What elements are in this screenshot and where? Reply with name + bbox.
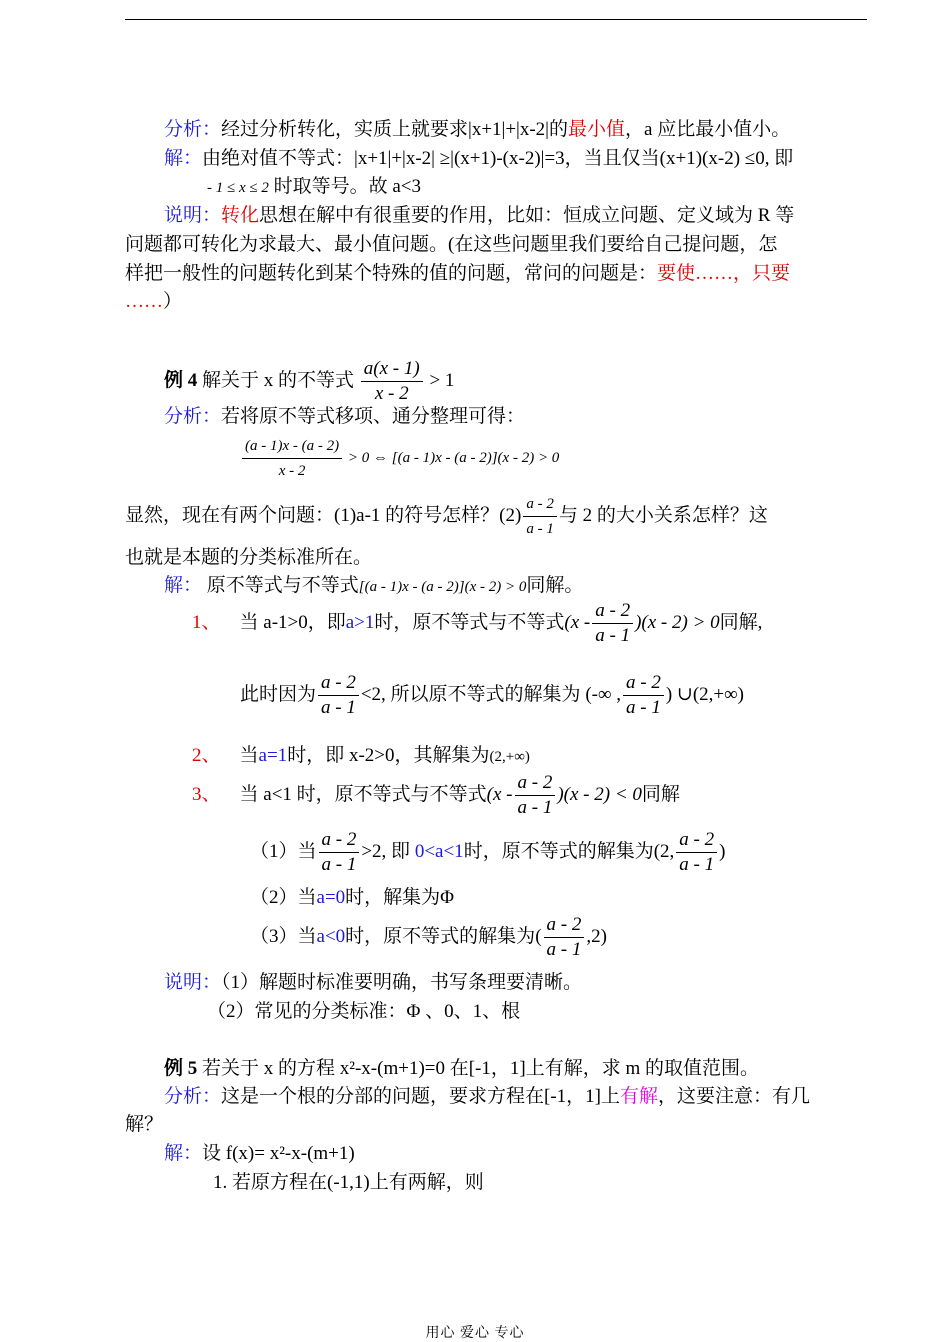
- note-label: 说明：: [164, 205, 222, 226]
- solution-label: 解：: [164, 575, 203, 596]
- solution-label: 解：: [164, 1143, 203, 1164]
- example4-questions-2: 也就是本题的分类标准所在。: [125, 547, 373, 568]
- fraction: $\frac{a - 2}{a - 1}$: [592, 600, 633, 647]
- fraction: $\frac{a(x - 1)}{x - 2}$: [361, 358, 423, 405]
- case-3-sub-1: （1）当 $\frac{a - 2}{a - 1}$ >2, 即 0<a<1时，原不等式的解集为(2, $\frac{a - 2}{a - 1}$ ): [250, 829, 726, 875]
- fraction: $\frac{a - 2}{a - 1}$: [319, 829, 360, 876]
- header-rule: [125, 19, 867, 20]
- analysis-label: 分析：: [164, 1086, 222, 1107]
- example4-equivalence: $\frac{(a - 1)x - (a - 2)}{x - 2}$ > 0 ⇔ [(a - 1)x - (a - 2)](x - 2) > 0: [240, 435, 559, 482]
- note-line-2: 问题都可转化为求最大、最小值问题。(在这些问题里我们要给自己提问题，怎: [125, 234, 778, 255]
- example5-statement: 例 5 若关于 x 的方程 x²-x-(m+1)=0 在[-1，1]上有解，求 m 的取值范围。: [164, 1058, 759, 1079]
- fraction: $\frac{(a - 1)x - (a - 2)}{x - 2}$: [242, 435, 342, 482]
- analysis-label: 分析：: [164, 406, 222, 427]
- note-line-4: ……）: [125, 291, 183, 312]
- note-label: 说明：: [164, 972, 222, 993]
- example4-analysis: 分析：若将原不等式移项、通分整理可得：: [164, 406, 526, 427]
- fraction: $\frac{a - 2}{a - 1}$: [318, 672, 359, 719]
- note-line-1: 说明：转化思想在解中有很重要的作用，比如：恒成立问题、定义域为 R 等: [164, 205, 795, 226]
- case-1-solution: 此时因为 $\frac{a - 2}{a - 1}$ <2, 所以原不等式的解集为 (-∞ , $\frac{a - 2}{a - 1}$ ) ∪(2,+∞): [240, 672, 745, 718]
- page-footer: 用心 爱心 专心: [425, 1326, 525, 1341]
- example5-solution: 解：设 f(x)= x²-x-(m+1): [164, 1143, 355, 1164]
- example5-analysis: 分析：这是一个根的分部的问题，要求方程在[-1，1]上有解，这要注意：有几: [164, 1086, 811, 1107]
- solution-line: 解：由绝对值不等式：|x+1|+|x-2| ≥|(x+1)-(x-2)|=3，当且仅当(x+1)(x-2) ≤0, 即: [164, 148, 794, 169]
- example4-note-1: 说明：（1）解题时标准要明确，书写条理要清晰。: [164, 972, 583, 993]
- fraction: $\frac{a - 2}{a - 1}$: [676, 829, 717, 876]
- example5-title: 例 5: [164, 1058, 198, 1079]
- fraction: $\frac{a - 2}{a - 1}$: [623, 672, 664, 719]
- example4-title: 例 4: [164, 369, 198, 391]
- case-2: 2、 当a=1时，即 x-2>0，其解集为(2,+∞): [192, 745, 530, 766]
- example5-analysis-2: 解？: [125, 1114, 164, 1135]
- analysis-line: 分析：经过分析转化，实质上就要求|x+1|+|x-2|的最小值，a 应比最小值小。: [164, 119, 791, 140]
- example4-note-2: （2）常见的分类标准：Φ 、0、1、根: [207, 1001, 521, 1022]
- case-1: 1、 当 a-1>0，即a>1时，原不等式与不等式(x - $\frac{a - 2}{a - 1}$ )(x - 2) > 0同解,: [192, 600, 763, 646]
- example4-questions: 显然，现在有两个问题：(1)a-1 的符号怎样？(2) $\frac{a - 2}{a - 1}$ 与 2 的大小关系怎样？这: [125, 493, 768, 540]
- example4-statement: 例 4 解关于 x 的不等式 $\frac{a(x - 1)}{x - 2}$ > 1: [164, 358, 455, 404]
- fraction: $\frac{a - 2}{a - 1}$: [523, 493, 557, 540]
- solution-range-line: - 1 ≤ x ≤ 2 时取等号。故 a<3: [207, 176, 422, 197]
- solution-label: 解：: [164, 148, 203, 169]
- analysis-label: 分析：: [164, 119, 222, 140]
- example4-solution: 解： 原不等式与不等式[(a - 1)x - (a - 2)](x - 2) > 0同解。: [164, 575, 584, 596]
- case-3: 3、 当 a<1 时，原不等式与不等式(x - $\frac{a - 2}{a - 1}$ )(x - 2) < 0同解: [192, 772, 680, 818]
- case-3-sub-2: （2）当a=0时，解集为Φ: [250, 887, 455, 908]
- note-line-3: 样把一般性的问题转化到某个特殊的值的问题，常问的问题是：要使……，只要: [125, 263, 791, 284]
- case-3-sub-3: （3）当a<0时，原不等式的解集为( $\frac{a - 2}{a - 1}$ ,2): [250, 914, 607, 960]
- fraction: $\frac{a - 2}{a - 1}$: [544, 914, 585, 961]
- fraction: $\frac{a - 2}{a - 1}$: [515, 772, 556, 819]
- example5-case-1: 1. 若原方程在(-1,1)上有两解，则: [213, 1172, 484, 1193]
